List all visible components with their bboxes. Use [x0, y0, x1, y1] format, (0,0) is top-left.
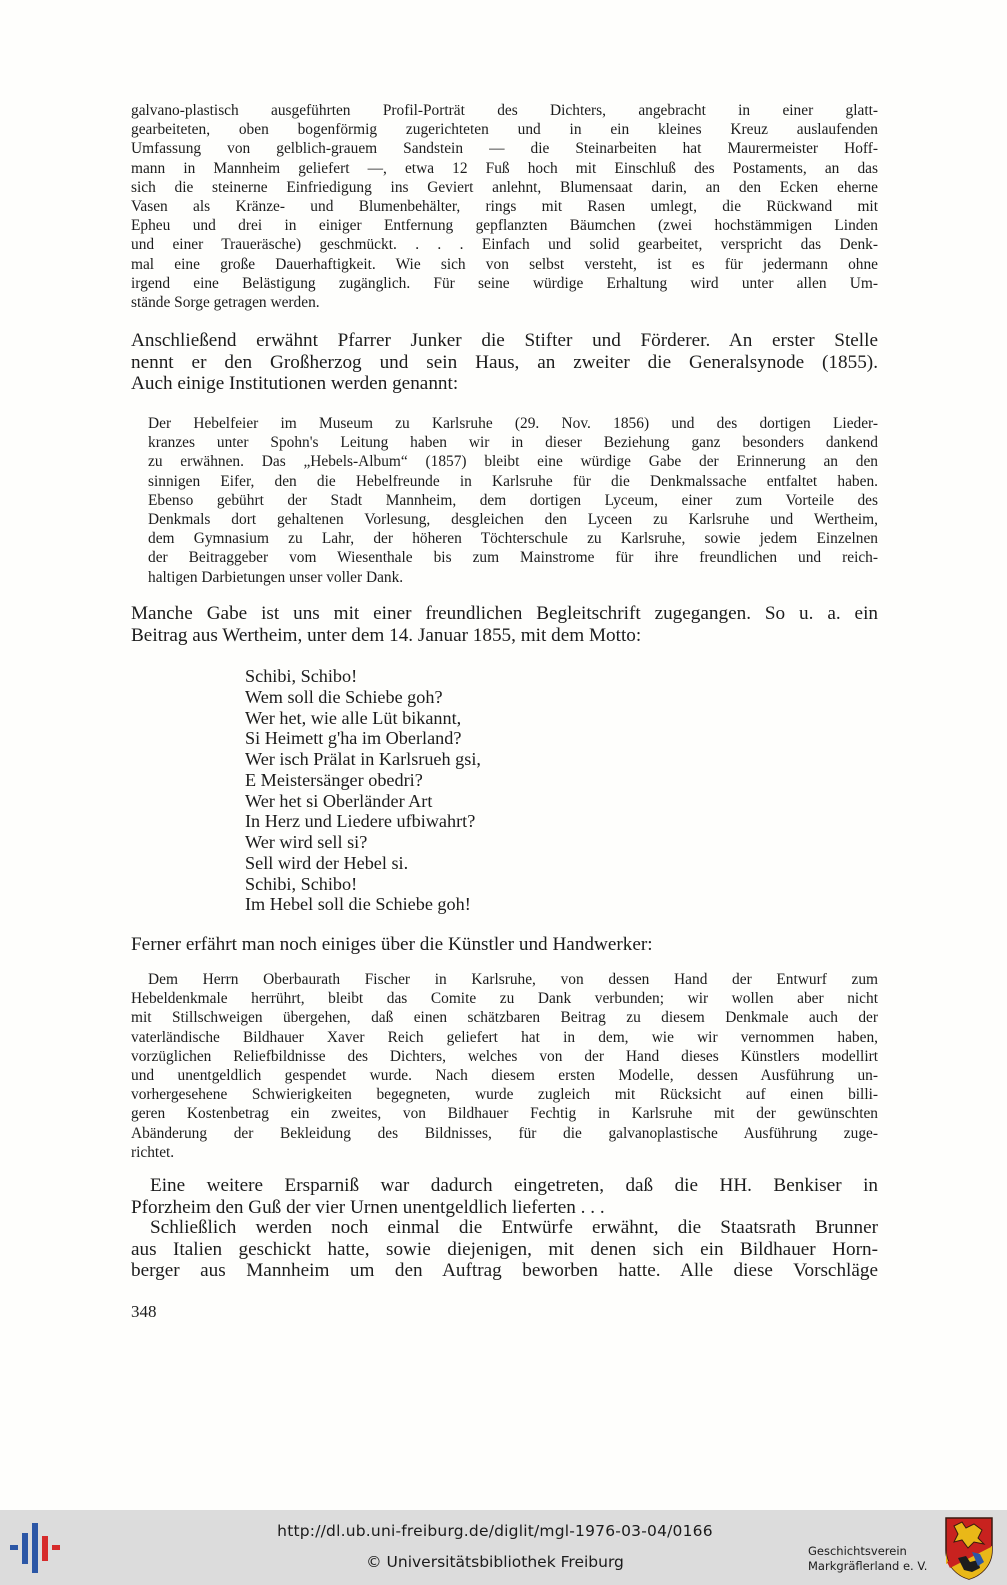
- text-line: zu erwähnen. Das „Hebels-Album“ (1857) bleibt eine würdige Gabe der Erinnerung an den: [148, 453, 878, 471]
- poem-line: Schibi, Schibo!: [245, 873, 358, 894]
- text-line: nennt er den Großherzog und sein Haus, an zweiter die Generalsynode (1855).: [131, 351, 878, 373]
- text-line: stände Sorge getragen werden.: [131, 294, 320, 312]
- text-line: dem Gymnasium zu Lahr, der höheren Töchterschule zu Karlsruhe, sowie jedem Einzelnen: [148, 530, 878, 548]
- text-line: Manche Gabe ist uns mit einer freundlichen Begleitschrift zugegangen. So u. a. ein: [131, 603, 878, 624]
- quote-block-artists: [131, 970, 878, 1162]
- text-line: vorzüglichen Reliefbildnisse des Dichters, welches von der Hand dieses Künstlers modellirt: [131, 1047, 878, 1065]
- society-name: [808, 1544, 927, 1573]
- text-line: richtet.: [131, 1143, 175, 1161]
- poem-line: E Meistersänger obedri?: [245, 769, 423, 790]
- text-line: vorhergesehene Schwierigkeiten begegneten, wurde zugleich mit Rücksicht auf einen billi-: [131, 1086, 878, 1104]
- quote-block-monument-description: [131, 101, 878, 312]
- text-line: berger aus Mannheim um den Auftrag beworben hatte. Alle diese Vorschläge: [131, 1260, 878, 1281]
- paragraph-kuenstler: [131, 934, 878, 956]
- text-line: Eine weitere Ersparniß war dadurch eingetreten, daß die HH. Benkiser in: [150, 1175, 878, 1196]
- society-name-line2: Markgräflerland e. V.: [808, 1558, 928, 1573]
- page-number: 348: [131, 1302, 157, 1321]
- poem-line: Sell wird der Hebel si.: [245, 852, 409, 873]
- text-line: sich die steinerne Einfriedigung ins Geviert anlehnt, Blumensaat darin, an den Ecken eherne: [131, 178, 878, 196]
- poem-motto: [245, 666, 481, 915]
- paragraph-stifter: [131, 330, 878, 395]
- text-line: Auch einige Institutionen werden genannt:: [131, 373, 459, 394]
- footer-bar: [0, 1510, 1007, 1585]
- paragraph-ersparniss: [131, 1175, 878, 1218]
- quote-block-thanks: [131, 414, 878, 587]
- text-line: sinnigen Eifer, den die Hebelfreunde in Karlsruhe für die Denkmalssache entfaltet haben.: [148, 472, 878, 490]
- text-line: Dem Herrn Oberbaurath Fischer in Karlsruhe, von dessen Hand der Entwurf zum: [148, 971, 878, 988]
- poem-line: Wem soll die Schiebe goh?: [245, 686, 443, 707]
- text-line: Hebeldenkmale herrührt, bleibt das Comite zu Dank verbunden; wir wollen aber nicht: [131, 990, 878, 1008]
- paragraph-begleitschrift: [131, 603, 878, 646]
- text-line: Abänderung der Bekleidung des Bildnisses, für die galvanoplastische Ausführung zuge-: [131, 1124, 878, 1142]
- text-line: und einer Traueräsche) geschmückt. . . . Einfach und solid gearbeitet, verspricht das Denk-: [131, 236, 878, 254]
- text-line: vaterländische Bildhauer Xaver Reich geliefert hat in dem, wie wir vernommen haben,: [131, 1028, 878, 1046]
- text-line: mann in Mannheim geliefert —, etwa 12 Fuß hoch mit Einschluß des Postaments, an das: [131, 159, 878, 177]
- poem-line: Schibi, Schibo!: [245, 666, 358, 686]
- poem-line: Si Heimett g'ha im Oberland?: [245, 728, 462, 749]
- text-line: Beitrag aus Wertheim, unter dem 14. Januar 1855, mit dem Motto:: [131, 624, 642, 646]
- coat-of-arms-icon: [944, 1516, 994, 1580]
- text-line: Anschließend erwähnt Pfarrer Junker die Stifter und Förderer. An erster Stelle: [131, 330, 878, 351]
- text-line: und unentgeldlich gespendet wurde. Nach diesem ersten Modelle, dessen Ausführung un-: [131, 1067, 878, 1085]
- ub-freiburg-logo-icon[interactable]: [10, 1523, 64, 1573]
- text-line: der Beitraggeber vom Wiesenthale bis zum Mainstrome für ihre freundlichen und reich-: [148, 549, 878, 567]
- text-line: mal eine große Dauerhaftigkeit. Wie sich von selbst versteht, ist es für jedermann ohne: [131, 255, 878, 273]
- poem-line: Wer wird sell si?: [245, 832, 368, 852]
- text-line: Pforzheim den Guß der vier Urnen unentgeldlich lieferten . . .: [131, 1196, 605, 1218]
- poem-line: Im Hebel soll die Schiebe goh!: [245, 894, 471, 915]
- copyright-notice: © Universitätsbibliothek Freiburg: [366, 1553, 624, 1571]
- society-name-line1: Geschichtsverein: [808, 1544, 907, 1558]
- text-line: irgend eine Belästigung zugänglich. Für seine würdige Erhaltung wird unter allen Um-: [131, 274, 878, 292]
- text-line: Schließlich werden noch einmal die Entwürfe erwähnt, die Staatsrath Brunner: [150, 1217, 878, 1238]
- poem-line: Wer isch Prälat in Karlsrueh gsi,: [245, 749, 481, 769]
- text-line: Vasen als Kränze- und Blumenbehälter, rings mit Rasen umlegt, die Rückwand mit: [131, 198, 878, 216]
- permalink-url[interactable]: http://dl.ub.uni-freiburg.de/diglit/mgl-1976-03-04/0166: [277, 1522, 713, 1540]
- text-line: gearbeiteten, oben bogenförmig zugerichteten und in ein kleines Kreuz auslaufenden: [131, 121, 878, 139]
- text-line: Denkmals dort gehaltenen Vorlesung, desgleichen den Lyceen zu Karlsruhe und Wertheim,: [148, 511, 878, 529]
- text-line: aus Italien geschickt hatte, sowie diejenigen, mit denen sich ein Bildhauer Horn-: [131, 1238, 878, 1260]
- text-line: galvano-plastisch ausgeführten Profil-Porträt des Dichters, angebracht in einer glatt-: [131, 102, 878, 119]
- text-line: Der Hebelfeier im Museum zu Karlsruhe (29. Nov. 1856) und des dortigen Lieder-: [148, 415, 878, 432]
- text-line: mit Stillschweigen übergehen, daß einen schätzbaren Beitrag zu diesem Denkmale auch der: [131, 1009, 878, 1027]
- poem-line: Wer het si Oberländer Art: [245, 790, 433, 811]
- poem-line: In Herz und Liedere ufbiwahrt?: [245, 811, 476, 832]
- text-line: haltigen Darbietungen unser voller Dank.: [148, 568, 404, 586]
- text-line: kranzes unter Spohn's Leitung haben wir in dieser Beziehung ganz besonders dankend: [148, 434, 878, 452]
- paragraph-entwuerfe: [131, 1217, 878, 1282]
- poem-line: Wer het, wie alle Lüt bikannt,: [245, 707, 462, 728]
- text-line: Ebenso gebührt der Stadt Mannheim, dem dortigen Lyceum, einer zum Vorteile des: [148, 491, 878, 509]
- text-line: geren Kostenbetrag ein zweites, von Bildhauer Fechtig in Karlsruhe mit der gewünschten: [131, 1105, 878, 1123]
- text-line: Ferner erfährt man noch einiges über die Künstler und Handwerker:: [131, 934, 653, 955]
- text-line: Umfassung von gelblich-grauem Sandstein — die Steinarbeiten hat Maurermeister Hoff-: [131, 140, 878, 158]
- text-line: Epheu und drei in einiger Entfernung gepflanzten Bäumchen (zwei hochstämmigen Linden: [131, 217, 878, 235]
